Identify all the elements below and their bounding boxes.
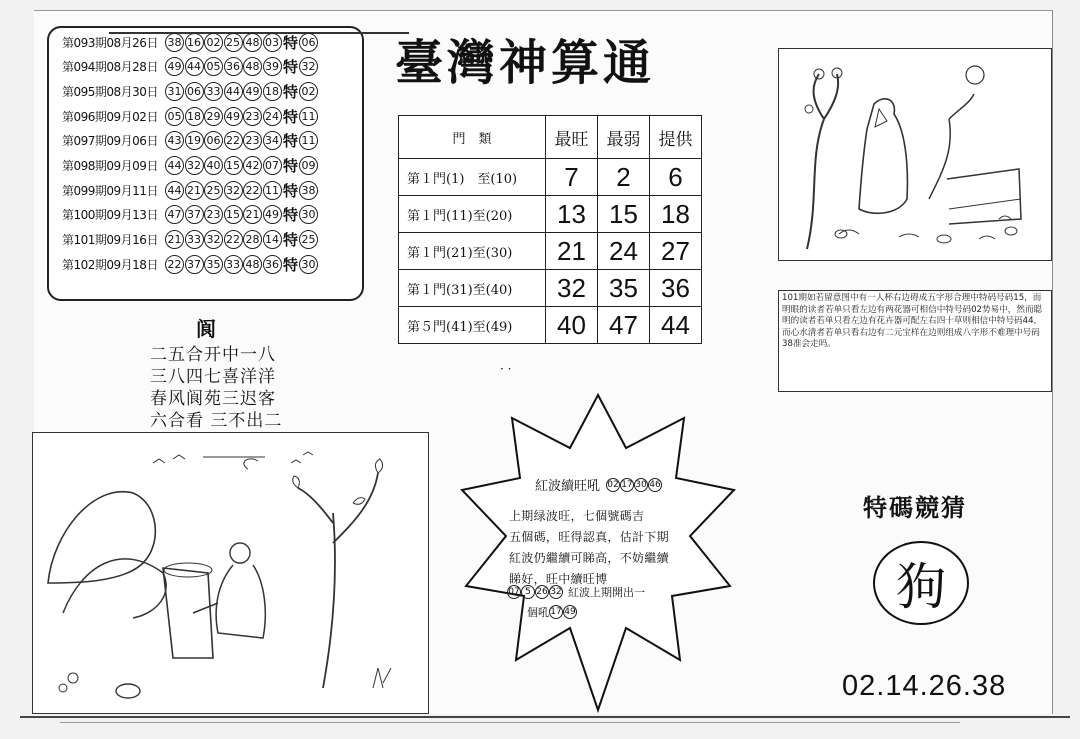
- number-ball: 18: [185, 107, 204, 126]
- special-number-ball: 30: [299, 255, 318, 274]
- row-label: 第１門(11)至(20): [399, 196, 546, 233]
- number-ball: 44: [165, 181, 184, 200]
- result-date-label: 第100期09月13日: [62, 208, 158, 223]
- number-ball: 06: [204, 131, 223, 150]
- table-header-row: [399, 116, 702, 159]
- number-ball: 03: [263, 33, 282, 52]
- special-number-ball: 25: [299, 230, 318, 249]
- cell-offer: 44: [650, 307, 702, 344]
- number-ball: 21: [243, 205, 262, 224]
- cell-offer: 18: [650, 196, 702, 233]
- number-ball: 46: [649, 479, 661, 490]
- guess-numbers: 02.14.26.38: [842, 670, 1007, 702]
- special-marker: 特: [283, 157, 299, 175]
- row-label: 第１門(1) 至(10): [399, 159, 546, 196]
- number-ball: 26: [536, 587, 548, 597]
- number-ball: 48: [243, 255, 262, 274]
- table-header: 門 類: [399, 116, 546, 159]
- guess-animal-circle: [873, 541, 969, 625]
- cell-max: 32: [546, 270, 598, 307]
- number-ball: 25: [224, 33, 243, 52]
- number-ball: 5: [521, 585, 535, 599]
- number-ball: 21: [185, 181, 204, 200]
- special-number-ball: 11: [299, 107, 318, 126]
- number-ball: 48: [243, 57, 262, 76]
- number-ball: 35: [204, 255, 223, 274]
- result-row: [62, 179, 319, 201]
- cell-offer: 27: [650, 233, 702, 270]
- number-ball: 32: [550, 587, 562, 597]
- special-number-ball: 32: [299, 57, 318, 76]
- number-ball: 17: [621, 479, 633, 490]
- number-ball: 34: [263, 131, 282, 150]
- number-ball: 38: [165, 33, 184, 52]
- number-ball: 14: [263, 230, 282, 249]
- table-row: [399, 159, 702, 196]
- number-ball: 33: [224, 255, 243, 274]
- result-date-label: 第095期08月30日: [62, 84, 158, 99]
- poem-line: 二五合开中一八: [150, 345, 276, 365]
- table-header: 提供: [650, 116, 702, 159]
- number-ball: 24: [263, 107, 282, 126]
- number-ball: 22: [165, 255, 184, 274]
- star-text-line: 睇好，旺中續旺博: [509, 572, 608, 586]
- page-title: 臺灣神算通: [395, 35, 656, 91]
- row-label: 第１門(31)至(40): [399, 270, 546, 307]
- number-ball: 42: [243, 156, 262, 175]
- result-row: [62, 56, 319, 78]
- number-ball: 15: [224, 156, 243, 175]
- table-row: [399, 270, 702, 307]
- special-marker: 特: [283, 33, 299, 52]
- bottom-rule-thin: [60, 722, 960, 723]
- number-ball: 44: [224, 82, 243, 101]
- star-text-line: 五個碼，旺得認真，估計下期: [509, 530, 669, 544]
- result-date-label: 第102期09月18日: [62, 257, 158, 272]
- number-ball: 23: [243, 107, 262, 126]
- number-ball: 44: [185, 57, 204, 76]
- star-last-prefix: 個吼: [527, 606, 549, 619]
- row-label: 第１門(21)至(30): [399, 233, 546, 270]
- table-header: 最旺: [546, 116, 598, 159]
- number-ball: 49: [165, 57, 184, 76]
- result-row: [62, 80, 319, 102]
- number-ball: 40: [204, 156, 223, 175]
- number-ball: 43: [165, 131, 184, 150]
- star-heading: [535, 475, 662, 494]
- number-ball: 33: [204, 82, 223, 101]
- number-ball: 22: [243, 181, 262, 200]
- star-heading-balls: [606, 478, 662, 492]
- result-date-label: 第101期09月16日: [62, 233, 158, 248]
- number-ball: 25: [204, 181, 223, 200]
- number-ball: 23: [243, 131, 262, 150]
- number-ball: 15: [224, 205, 243, 224]
- number-ball: 36: [263, 255, 282, 274]
- result-date-label: 第098期09月09日: [62, 159, 158, 173]
- number-ball: 39: [263, 57, 282, 76]
- number-ball: 37: [185, 255, 204, 274]
- result-date-label: 第097期09月06日: [62, 134, 158, 149]
- star-number-row: [507, 584, 645, 600]
- door-table: [398, 115, 702, 344]
- number-ball: 21: [165, 230, 184, 249]
- guess-animal: 狗: [896, 558, 946, 616]
- number-ball: 33: [185, 230, 204, 249]
- number-ball: 49: [564, 607, 576, 617]
- special-number-ball: 02: [299, 82, 318, 101]
- cell-max: 40: [546, 307, 598, 344]
- number-ball: 07: [263, 156, 282, 175]
- number-ball: 22: [224, 131, 243, 150]
- special-number-ball: 30: [299, 205, 318, 224]
- star-heading-text: 紅波續旺吼: [535, 479, 601, 494]
- scholar-drawing: [779, 49, 1051, 260]
- result-date-label: 第096期09月02日: [62, 109, 158, 124]
- guess-title: 特碼競猜: [863, 493, 967, 522]
- hint-note-text: 101期如若留意图中有一人杯右边碍成五字形合理中特码号码15，而明眼的读者若单只看左边有两花器可相信中特号码02势易中，然而聪明的读者若单只看左边有花卉器可配左右四十草则相信中特号码44，而心水清者若单只看右边有二元宝样在边则组成八字形不难理中号码38准会走吗。: [782, 293, 1043, 350]
- number-ball: 02: [607, 479, 619, 490]
- result-row: [62, 204, 319, 226]
- cell-min: 24: [598, 233, 650, 270]
- number-ball: 11: [263, 181, 282, 200]
- poem-title: 阆: [196, 317, 216, 341]
- result-row: [62, 155, 319, 177]
- special-number-ball: 09: [299, 156, 318, 175]
- number-ball: 28: [243, 230, 262, 249]
- cell-min: 35: [598, 270, 650, 307]
- result-row: [62, 31, 319, 53]
- number-ball: 16: [185, 33, 204, 52]
- row-label: 第５門(41)至(49): [399, 307, 546, 344]
- number-ball: 48: [243, 33, 262, 52]
- result-date-label: 第099期09月11日: [62, 183, 158, 198]
- special-marker: 特: [283, 255, 299, 274]
- number-ball: 29: [204, 107, 223, 126]
- number-ball: 49: [224, 107, 243, 126]
- table-header: 最弱: [598, 116, 650, 159]
- star-last-row: [527, 604, 577, 620]
- bottom-rule: [20, 716, 1070, 718]
- cell-max: 21: [546, 233, 598, 270]
- result-date-label: 第093期08月26日: [62, 35, 158, 50]
- woodcutter-illustration: [32, 432, 429, 714]
- number-ball: 32: [204, 230, 223, 249]
- poem-line: 三八四七喜洋洋: [150, 367, 276, 387]
- special-number-ball: 11: [299, 131, 318, 150]
- result-row: [62, 130, 319, 152]
- number-ball: 30: [635, 479, 647, 490]
- cell-min: 15: [598, 196, 650, 233]
- special-marker: 特: [283, 181, 299, 200]
- table-row: [399, 196, 702, 233]
- number-ball: 17: [550, 607, 562, 617]
- scholar-illustration: [778, 48, 1052, 261]
- number-ball: 36: [224, 57, 243, 76]
- number-ball: 37: [185, 205, 204, 224]
- cell-max: 7: [546, 159, 598, 196]
- cell-offer: 6: [650, 159, 702, 196]
- special-marker: 特: [283, 58, 299, 77]
- poem-line: 六合看 三不出二: [150, 411, 283, 431]
- cell-min: 47: [598, 307, 650, 344]
- number-ball: 18: [263, 82, 282, 101]
- number-ball: 05: [165, 107, 184, 126]
- special-marker: 特: [283, 107, 299, 126]
- star-text-line: 紅波仍繼續可睇高，不妨繼續: [509, 551, 669, 565]
- number-ball: 31: [165, 82, 184, 101]
- result-date-label: 第094期08月28日: [62, 60, 158, 75]
- special-marker: 特: [283, 206, 299, 225]
- number-ball: 32: [185, 156, 204, 175]
- number-ball: 07: [508, 587, 520, 597]
- cell-max: 13: [546, 196, 598, 233]
- hint-note-box: [778, 290, 1052, 392]
- table-row: [399, 233, 702, 270]
- star-text-line: 上期绿波旺，七個號碼吉: [509, 509, 645, 523]
- table-row: [399, 307, 702, 344]
- dots-decoration: · ·: [500, 362, 512, 376]
- result-row: [62, 229, 319, 251]
- number-ball: 49: [243, 82, 262, 101]
- number-ball: 23: [204, 205, 223, 224]
- number-ball: 02: [204, 33, 223, 52]
- number-ball: 19: [185, 131, 204, 150]
- number-ball: 44: [165, 156, 184, 175]
- special-number-ball: 06: [299, 33, 318, 52]
- number-ball: 47: [165, 205, 184, 224]
- special-marker: 特: [283, 132, 299, 151]
- number-ball: 22: [224, 230, 243, 249]
- result-row: [62, 253, 319, 275]
- poem-line: 春风阆苑三迟客: [150, 389, 276, 409]
- cell-offer: 36: [650, 270, 702, 307]
- number-ball: 05: [204, 57, 223, 76]
- number-ball: 49: [263, 205, 282, 224]
- number-ball: 06: [185, 82, 204, 101]
- special-number-ball: 38: [299, 181, 318, 200]
- special-marker: 特: [283, 82, 299, 101]
- number-ball: 32: [224, 181, 243, 200]
- result-row: [62, 105, 319, 127]
- star-row-text: 紅波上期開出一: [568, 586, 645, 599]
- woodcutter-drawing: [33, 433, 428, 713]
- cell-min: 2: [598, 159, 650, 196]
- special-marker: 特: [283, 231, 299, 250]
